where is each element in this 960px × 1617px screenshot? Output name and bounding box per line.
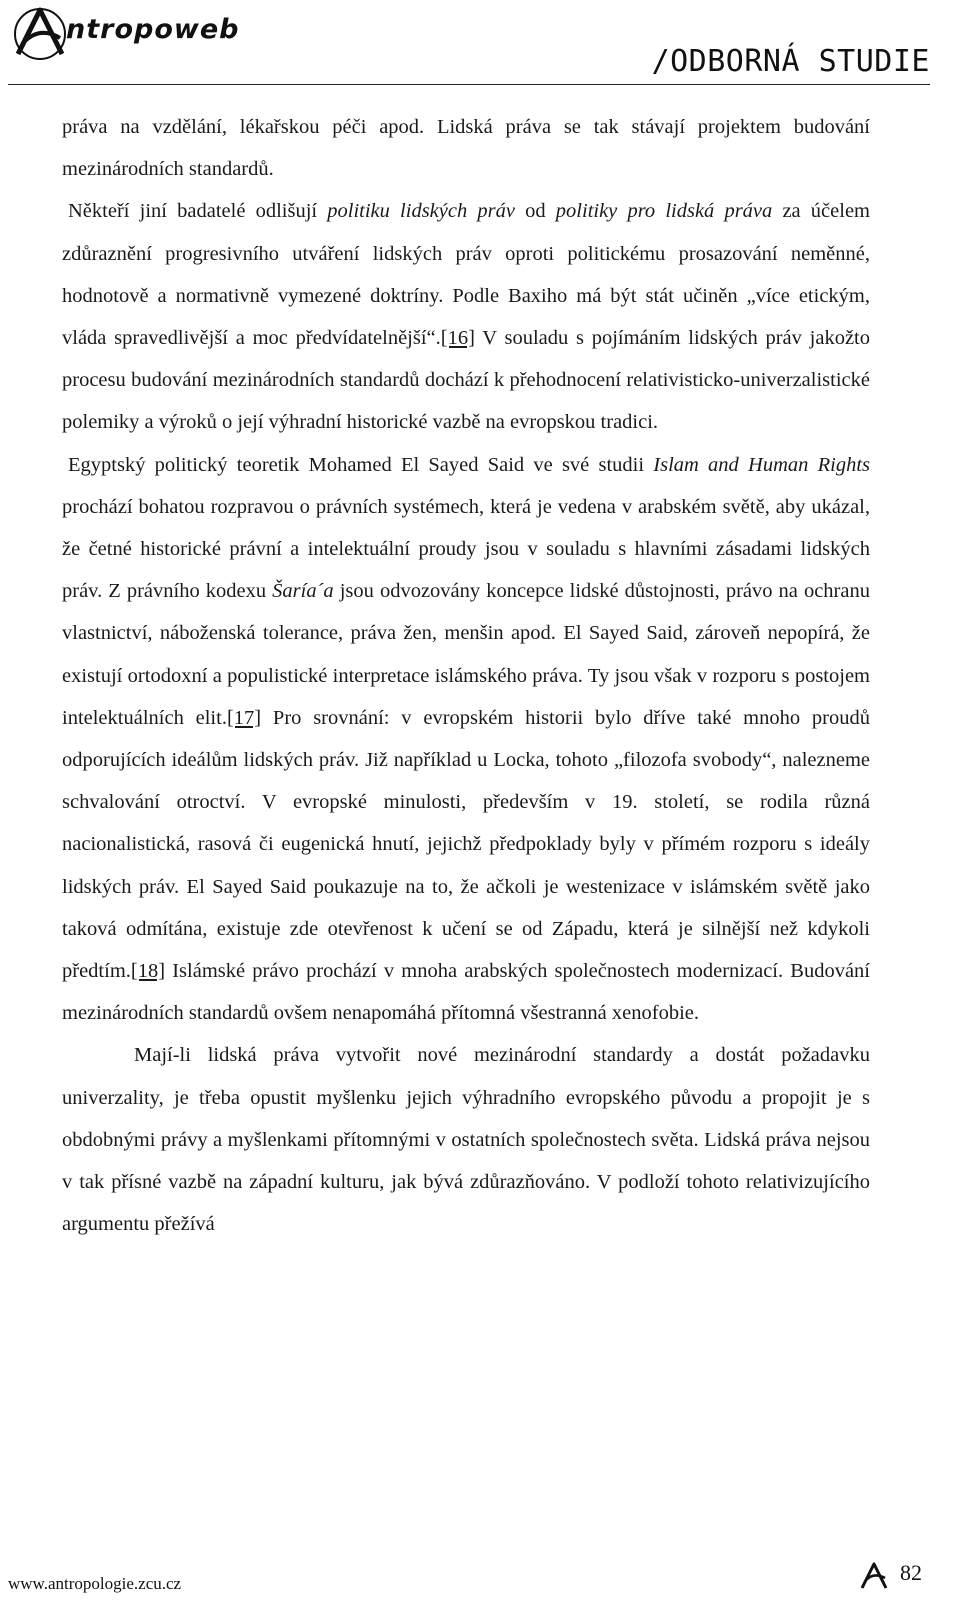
paragraph-2	[62, 190, 870, 443]
footer-url: www.antropologie.zcu.cz	[8, 1574, 182, 1593]
paragraph-3	[62, 444, 870, 1035]
text-run: Egyptský politický teoretik Mohamed El Sayed Said ve své studii	[68, 453, 654, 476]
section-label: /ODBORNÁ STUDIE	[651, 44, 930, 79]
footnote-ref-link[interactable]: [16]	[440, 327, 475, 350]
article-body	[62, 106, 870, 1245]
page-number: 82	[900, 1560, 922, 1585]
text-run: od	[514, 200, 556, 223]
text-run: Islámské právo prochází v mnoha arabských společnostech modernizací. Budování mezinárodních standardů ovšem nenapomáhá přítomná všestranná xenofobie.	[62, 960, 870, 1025]
italic-text: Šaría´a	[272, 580, 334, 603]
text-run: V souladu s pojímáním lidských práv jakožto procesu budování mezinárodních standardů dochází k přehodnocení relativisticko-univerzalistické polemiky a výroků o její výhradní historické vazbě na evropskou tradici.	[62, 327, 870, 434]
footnote-ref-link[interactable]: [17]	[226, 706, 262, 729]
footnote-ref-link[interactable]: [18]	[130, 960, 166, 983]
italic-text: politiky pro lidská práva	[555, 200, 773, 223]
header-divider	[8, 84, 930, 85]
paragraph-1: práva na vzdělání, lékařskou péči apod. Lidská práva se tak stávají projektem budování mezinárodních standardů.	[62, 116, 870, 181]
italic-text: Islam and Human Rights	[653, 453, 870, 476]
paragraph-4: Mají-li lidská práva vytvořit nové mezinárodní standardy a dostát požadavku univerzality, je třeba opustit myšlenku jejich výhradního evropského původu a propojit je s obdobnými právy a myšlenkami přítomnými v ostatních společnostech světa. Lidská práva nejsou v tak přísné vazbě na západní kulturu, jak bývá zdůrazňováno. V podloží tohoto relativizujícího argumentu přežívá	[62, 1044, 870, 1236]
text-run: prochází bohatou rozpravou o právních systémech, která je vedena v arabském světě, aby ukázal, že četné historické právní a intelektuální proudy jsou v souladu s hlavními zásadami lidských práv. Z právního kodexu	[62, 495, 870, 603]
text-run: Pro srovnání: v evropském historii bylo dříve také mnoho proudů odporujících ideálům lidských práv. Již například u Locka, tohoto „filozofa svobody“, nalezneme schvalování otroctví. V evropské minulosti, především v 19. století, se rodila různá nacionalistická, rasová či eugenická hnutí, jejichž předpoklady byly v přímém rozporu s ideály lidských práv. El Sayed Said poukazuje na to, že ačkoli je westenizace v islámském světě jako taková odmítána, existuje zde otevřenost k učení se od Západu, která je silnější než kdykoli předtím.	[62, 706, 870, 983]
page-header	[0, 0, 960, 88]
text-run: za účelem zdůraznění progresivního utváření lidských práv oproti politickému prosazování neměnné, hodnotově a normativně vymezené doktríny. Podle Baxiho má být stát učiněn „více etickým, vláda spravedlivější a moc předvídatelnější“.	[62, 200, 870, 350]
text-run: Někteří jiní badatelé odlišují	[68, 200, 328, 223]
logo-text: ntropoweb	[66, 14, 240, 45]
italic-text: politiku lidských práv	[327, 200, 515, 223]
text-run: jsou odvozovány koncepce lidské důstojnosti, právo na ochranu vlastnictví, náboženská tolerance, práva žen, menšin apod. El Sayed Said, zároveň nepopírá, že existují ortodoxní a populistické interpretace islámského práva. Ty jsou však v rozporu s postojem intelektuálních elit.	[62, 580, 870, 729]
antropoweb-small-logo-icon	[858, 1560, 890, 1592]
